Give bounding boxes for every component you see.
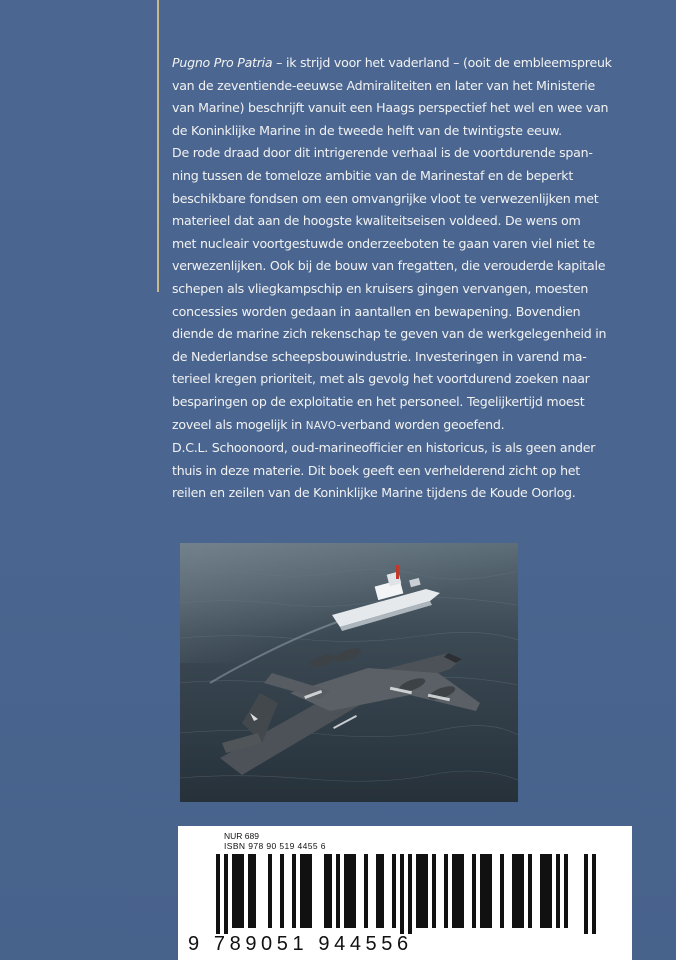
barcode-bar: [488, 854, 492, 928]
accent-rule: [157, 0, 159, 292]
barcode-bar: [408, 854, 412, 934]
barcode-bar: [352, 854, 356, 928]
barcode-bar: [328, 854, 332, 928]
barcode-bar: [324, 854, 328, 928]
barcode-bar: [240, 854, 244, 928]
blurb-paragraph-2: [172, 142, 652, 437]
barcode-label: [178, 826, 632, 960]
barcode-bar: [516, 854, 520, 928]
barcode-bar: [472, 854, 476, 928]
blurb-paragraph-1: [172, 52, 652, 142]
barcode-bar: [528, 854, 532, 928]
barcode-bar: [380, 854, 384, 928]
barcode-bar: [308, 854, 312, 928]
barcode-bar: [344, 854, 348, 928]
blurb-line: ning tussen de tomeloze ambitie van de Marinestaf en de beperkt: [172, 167, 574, 183]
barcode-bar: [444, 854, 448, 928]
blurb-line: terieel kregen prioriteit, met als gevolg het voortdurend zoeken naar: [172, 371, 590, 387]
barcode-bar: [424, 854, 428, 928]
barcode-bar: [268, 854, 272, 928]
ean-barcode: [190, 854, 622, 934]
barcode-bar: [484, 854, 488, 928]
barcode-bar: [400, 854, 404, 934]
blurb-line: beschikbare fondsen om een omvangrijke vloot te verwezenlijken met: [172, 190, 599, 206]
blurb-line: van de zeventiende-eeuwse Admiraliteiten en later van het Ministerie: [172, 77, 596, 93]
barcode-bar: [584, 854, 588, 934]
barcode-bar: [512, 854, 516, 928]
blurb-line: met nucleair voortgestuwde onderzeeboten te gaan varen viel niet te: [172, 235, 596, 251]
blurb-line: materieel dat aan de hoogste kwaliteitseisen voldeed. De wens om: [172, 213, 581, 229]
barcode-bar: [216, 854, 220, 934]
barcode-bar: [236, 854, 240, 928]
barcode-bar: [336, 854, 340, 928]
blurb-line: De rode draad door dit intrigerende verhaal is de voortdurende span-: [172, 145, 593, 161]
barcode-bar: [224, 854, 228, 934]
barcode-bar: [592, 854, 596, 934]
blurb-line: thuis in deze materie. Dit boek geeft een verhelderend zicht op het: [172, 462, 580, 478]
barcode-bar: [452, 854, 456, 928]
blurb-line: concessies worden gedaan in aantallen en bewapening. Bovendien: [172, 303, 581, 319]
blurb-line: schepen als vliegkampschip en kruisers gingen vervangen, moesten: [172, 280, 589, 296]
blurb-line: reilen en zeilen van de Koninklijke Marine tijdens de Koude Oorlog.: [172, 485, 576, 501]
barcode-bar: [556, 854, 560, 928]
motto: Pugno Pro Patria: [172, 55, 273, 70]
barcode-bar: [480, 854, 484, 928]
blurb-line: Pugno Pro Patria – ik strijd voor het vaderland – (ooit de embleemspreuk: [172, 55, 612, 70]
barcode-bar: [248, 854, 252, 928]
blurb-line: zoveel als mogelijk in NAVO-verband worden geoefend.: [172, 416, 505, 432]
blurb-line: van Marine) beschrijft vanuit een Haags perspectief het wel en wee van: [172, 100, 609, 116]
blurb-line: de Koninklijke Marine in de tweede helft van de twintigste eeuw.: [172, 122, 562, 138]
sea-glare: [180, 543, 518, 663]
barcode-bar: [520, 854, 524, 928]
photo-illustration: [180, 543, 518, 802]
barcode-bar: [252, 854, 256, 928]
barcode-bar: [456, 854, 460, 928]
nur-code: NUR 689: [224, 831, 259, 841]
barcode-bar: [364, 854, 368, 928]
blurb-paragraph-3: [172, 437, 652, 505]
barcode-bar: [564, 854, 568, 928]
isbn-code: ISBN 978 90 519 4455 6: [224, 841, 326, 851]
photo-patrol-aircraft-and-ship: [180, 543, 518, 802]
blurb-line: de Nederlandse scheepsbouwindustrie. Investeringen in varend ma-: [172, 348, 587, 364]
barcode-bar: [392, 854, 396, 928]
barcode-bar: [540, 854, 544, 928]
barcode-bar: [432, 854, 436, 928]
barcode-bar: [280, 854, 284, 928]
barcode-bar: [460, 854, 464, 928]
barcode-bar: [376, 854, 380, 928]
barcode-bar: [420, 854, 424, 928]
barcode-bar: [500, 854, 504, 928]
barcode-bar: [304, 854, 308, 928]
barcode-bar: [232, 854, 236, 928]
blurb-line: diende de marine zich rekenschap te geven van de werkgelegenheid in: [172, 326, 607, 342]
barcode-bar: [548, 854, 552, 928]
barcode-bar: [416, 854, 420, 928]
blurb-line: verwezenlijken. Ook bij de bouw van fregatten, die verouderde kapitale: [172, 258, 606, 274]
blurb-text: [172, 52, 652, 505]
barcode-bar: [348, 854, 352, 928]
barcode-bar: [292, 854, 296, 928]
blurb-line: besparingen op de exploitatie en het personeel. Tegelijkertijd moest: [172, 393, 585, 409]
blurb-line: D.C.L. Schoonoord, oud-marineofficier en historicus, is als geen ander: [172, 440, 596, 456]
navo-abbreviation: NAVO: [305, 419, 337, 432]
barcode-number: 9 789051 944556: [188, 933, 413, 955]
barcode-bar: [544, 854, 548, 928]
barcode-bar: [300, 854, 304, 928]
